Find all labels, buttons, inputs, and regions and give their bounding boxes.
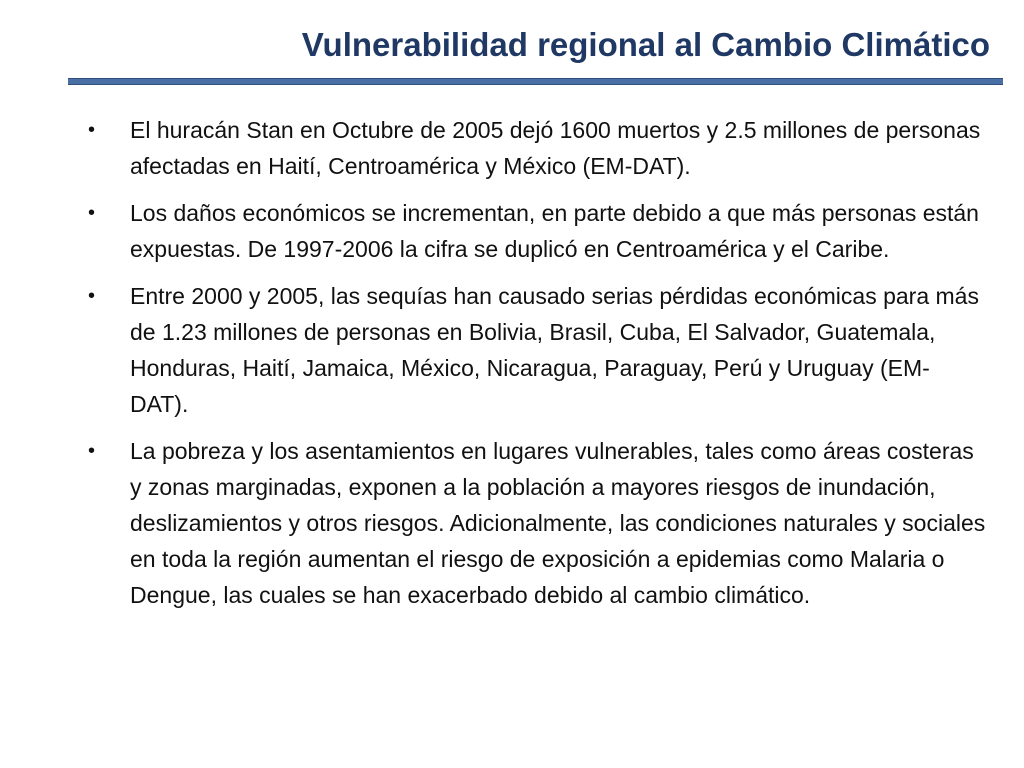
bullet-text: Los daños económicos se incrementan, en parte debido a que más personas están expuestas. De 1997-2006 la cifra se duplicó en Centroamérica y el Caribe. bbox=[130, 200, 979, 262]
bullet-text: Entre 2000 y 2005, las sequías han causado serias pérdidas económicas para más de 1.23 millones de personas en Bolivia, Brasil, Cuba, El Salvador, Guatemala, Honduras, Haití, Jamaica, México, Nicaragua, Paraguay, Perú y Uruguay (EM-DAT). bbox=[130, 283, 979, 417]
bullet-icon: • bbox=[88, 119, 96, 141]
bullet-icon: • bbox=[88, 440, 96, 462]
title-underline bbox=[68, 78, 1003, 85]
slide-title: Vulnerabilidad regional al Cambio Climático bbox=[301, 26, 990, 63]
bullet-item bbox=[88, 112, 988, 184]
bullet-icon: • bbox=[88, 285, 96, 307]
bullet-text: La pobreza y los asentamientos en lugares vulnerables, tales como áreas costeras y zonas marginadas, exponen a la población a mayores riesgos de inundación, deslizamientos y otros riesgos. Adicionalmente, las condiciones naturales y sociales en toda la región aumentan el riesgo de exposición a epidemias como Malaria o Dengue, las cuales se han exacerbado debido al cambio climático. bbox=[130, 438, 986, 608]
bullet-list bbox=[88, 112, 988, 624]
bullet-item bbox=[88, 433, 988, 613]
bullet-item bbox=[88, 278, 988, 422]
bullet-icon: • bbox=[88, 202, 96, 224]
bullet-text: El huracán Stan en Octubre de 2005 dejó 1600 muertos y 2.5 millones de personas afectadas en Haití, Centroamérica y México (EM-DAT). bbox=[130, 117, 981, 179]
bullet-item bbox=[88, 195, 988, 267]
